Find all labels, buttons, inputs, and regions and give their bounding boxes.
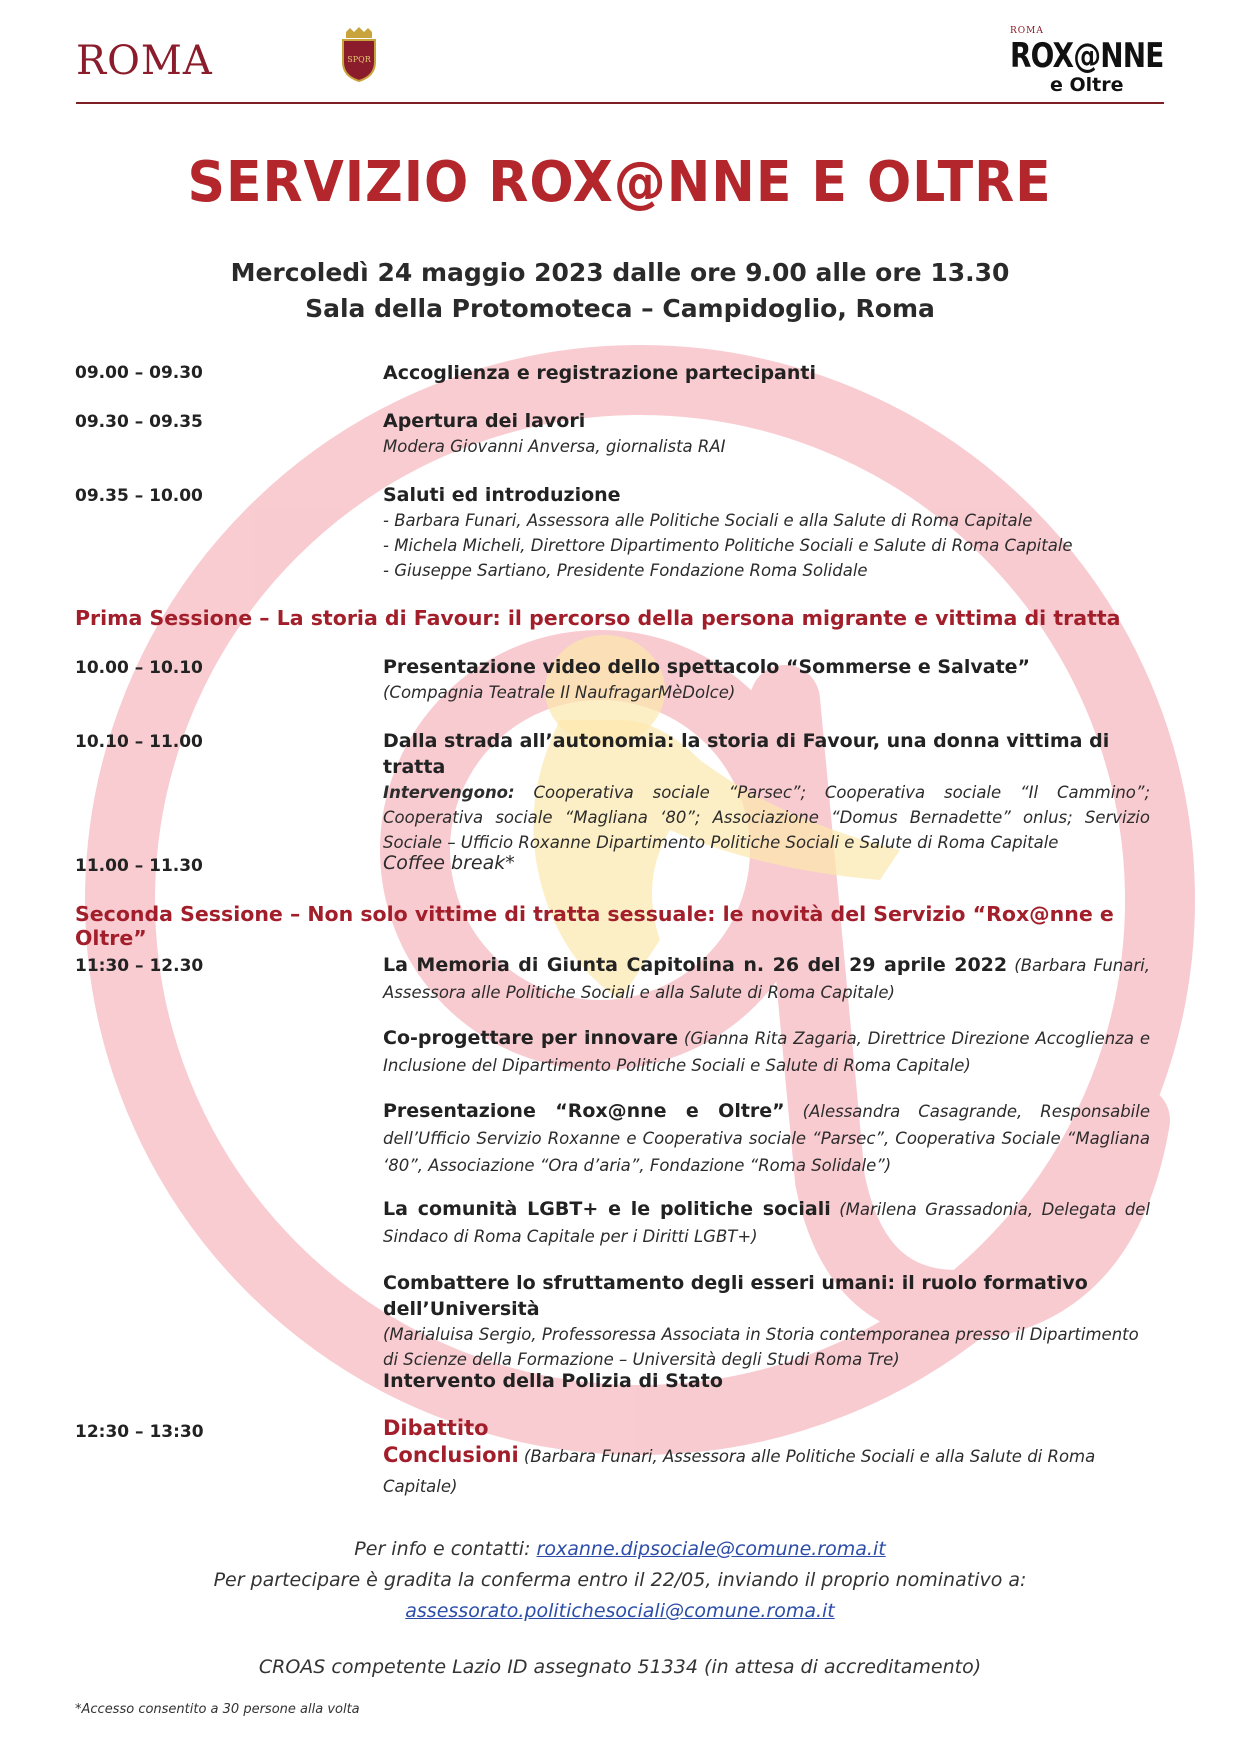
program-item (383, 728, 1150, 855)
event-date: Mercoledì 24 maggio 2023 dalle ore 9.00 alle ore 13.30 (230, 258, 1010, 287)
logo-roma-text: ROMA (1010, 26, 1044, 36)
program-item (383, 1270, 1150, 1372)
item-desc: (Gianna Rita Zagaria, Direttrice Direzione Accoglienza e Inclusione del Dipartimento Politiche Sociali e Salute di Roma Capitale) (383, 1029, 1151, 1075)
info-label: Per info e contatti: (354, 1538, 537, 1560)
item-title: Combattere lo sfruttamento degli esseri umani: il ruolo formativo dell’Università (383, 1272, 1088, 1320)
program-item (383, 1196, 1150, 1250)
time-slot: 09.35 – 10.00 (75, 486, 203, 506)
program-item (383, 1368, 1150, 1394)
item-desc: (Marilena Grassadonia, Delegata del Sindaco di Roma Capitale per i Diritti LGBT+) (383, 1200, 1150, 1246)
item-desc: (Compagnia Teatrale Il NaufragarMèDolce) (383, 683, 736, 702)
info-email-link[interactable]: roxanne.dipsociale@comune.roma.it (536, 1538, 886, 1560)
item-desc: (Barbara Funari, Assessora alle Politiche Sociali e alla Salute di Roma Capitale) (383, 1447, 1096, 1496)
item-title: Intervento della Polizia di Stato (383, 1370, 723, 1392)
item-desc: (Alessandra Casagrande, Responsabile dell’Ufficio Servizio Roxanne e Cooperativa sociale “Parsec”, Cooperativa Sociale “Magliana ‘80”, Associazione “Ora d’aria”, Fondazione “Roma Solidale”) (383, 1102, 1150, 1175)
item-desc: (Marialuisa Sergio, Professoressa Associata in Storia contemporanea presso il Dipartimento di Scienze della Formazione – Università degli Studi Roma Tre) (383, 1325, 1139, 1369)
item-title-text: La comunità LGBT+ e le politiche sociali (383, 1198, 831, 1220)
roma-wordmark: ROMA (76, 38, 213, 84)
item-desc: (Barbara Funari, Assessora alle Politiche Sociali e alla Salute di Roma Capitale) (383, 956, 1150, 1002)
item-title (383, 1025, 1150, 1079)
speaker-line: - Barbara Funari, Assessora alle Politiche Sociali e alla Salute di Roma Capitale (383, 511, 1033, 530)
speaker-line: - Giuseppe Sartiano, Presidente Fondazione Roma Solidale (383, 561, 868, 580)
logo-sub-text: e Oltre (1050, 74, 1124, 96)
session-heading: Seconda Sessione – Non solo vittime di tratta sessuale: le novità del Servizio “Rox@nne e Oltre” (75, 902, 1114, 950)
item-title: Dibattito (383, 1416, 489, 1440)
program-item (383, 852, 1150, 874)
item-title (383, 952, 1150, 1006)
program-item (383, 1025, 1150, 1079)
coffee-break: Coffee break* (383, 852, 515, 874)
item-title-text: Conclusioni (383, 1443, 519, 1467)
time-slot: 10.00 – 10.10 (75, 658, 203, 678)
rsvp-email-link[interactable]: assessorato.politichesociali@comune.roma.it (405, 1600, 835, 1622)
roma-crest-icon (338, 26, 380, 82)
program-item (383, 654, 1150, 705)
item-title (383, 1098, 1150, 1179)
program-item (383, 1416, 1150, 1502)
crest-text: SPQR (347, 55, 371, 64)
croas-line: CROAS competente Lazio ID assegnato 51334 (in attesa di accreditamento) (258, 1656, 982, 1678)
footnote: *Accesso consentito a 30 persone alla volta (75, 1702, 360, 1717)
item-title (383, 1440, 1150, 1502)
item-title: Presentazione video dello spettacolo “Sommerse e Salvate” (383, 656, 1031, 678)
speakers-label: Intervengono: (383, 783, 515, 802)
speakers-list: Cooperativa sociale “Parsec”; Cooperativa sociale “Il Cammino”; Cooperativa sociale “Magliana ‘80”; Associazione “Domus Bernadette” onlus; Servizio Sociale – Ufficio Roxanne Dipartimento Politiche Sociali e Salute di Roma Capitale (383, 783, 1150, 852)
item-title: Dalla strada all’autonomia: la storia di Favour, una donna vittima di tratta (383, 730, 1110, 778)
program-item (383, 1098, 1150, 1179)
speaker-line: - Michela Micheli, Direttore Dipartimento Politiche Sociali e Salute di Roma Capitale (383, 536, 1073, 555)
time-slot: 12:30 – 13:30 (75, 1422, 204, 1442)
time-slot: 11:30 – 12.30 (75, 956, 204, 976)
item-title: Apertura dei lavori (383, 410, 586, 432)
item-title-text: La Memoria di Giunta Capitolina n. 26 del 29 aprile 2022 (383, 954, 1008, 976)
item-desc: Modera Giovanni Anversa, giornalista RAI (383, 437, 726, 456)
page-title (0, 150, 1240, 215)
time-slot: 11.00 – 11.30 (75, 856, 203, 876)
item-desc (383, 780, 1150, 855)
page-title-text: SERVIZIO ROX@NNE E OLTRE (187, 150, 1053, 215)
program-item (383, 482, 1150, 583)
header-divider (76, 102, 1164, 104)
program-item (383, 408, 1150, 459)
item-title: Saluti ed introduzione (383, 484, 621, 506)
time-slot: 10.10 – 11.00 (75, 732, 203, 752)
item-title: Accoglienza e registrazione partecipanti (383, 362, 817, 384)
time-slot: 09.30 – 09.35 (75, 412, 203, 432)
time-slot: 09.00 – 09.30 (75, 363, 203, 383)
item-title-text: Presentazione “Rox@nne e Oltre” (383, 1100, 785, 1122)
item-title (383, 1196, 1150, 1250)
session-heading: Prima Sessione – La storia di Favour: il percorso della persona migrante e vittima di tratta (75, 606, 1121, 630)
item-title-text: Co-progettare per innovare (383, 1027, 679, 1049)
info-line (0, 1538, 1240, 1560)
event-venue: Sala della Protomoteca – Campidoglio, Roma (305, 294, 935, 323)
rsvp-email-line (0, 1600, 1240, 1622)
program-item (383, 360, 1150, 386)
rsvp-line: Per partecipare è gradita la conferma entro il 22/05, inviando il proprio nominativo a: (213, 1569, 1027, 1591)
program-item (383, 952, 1150, 1006)
logo-main-text: ROX@NNE (1010, 36, 1164, 76)
roxanne-logo (1010, 26, 1165, 96)
